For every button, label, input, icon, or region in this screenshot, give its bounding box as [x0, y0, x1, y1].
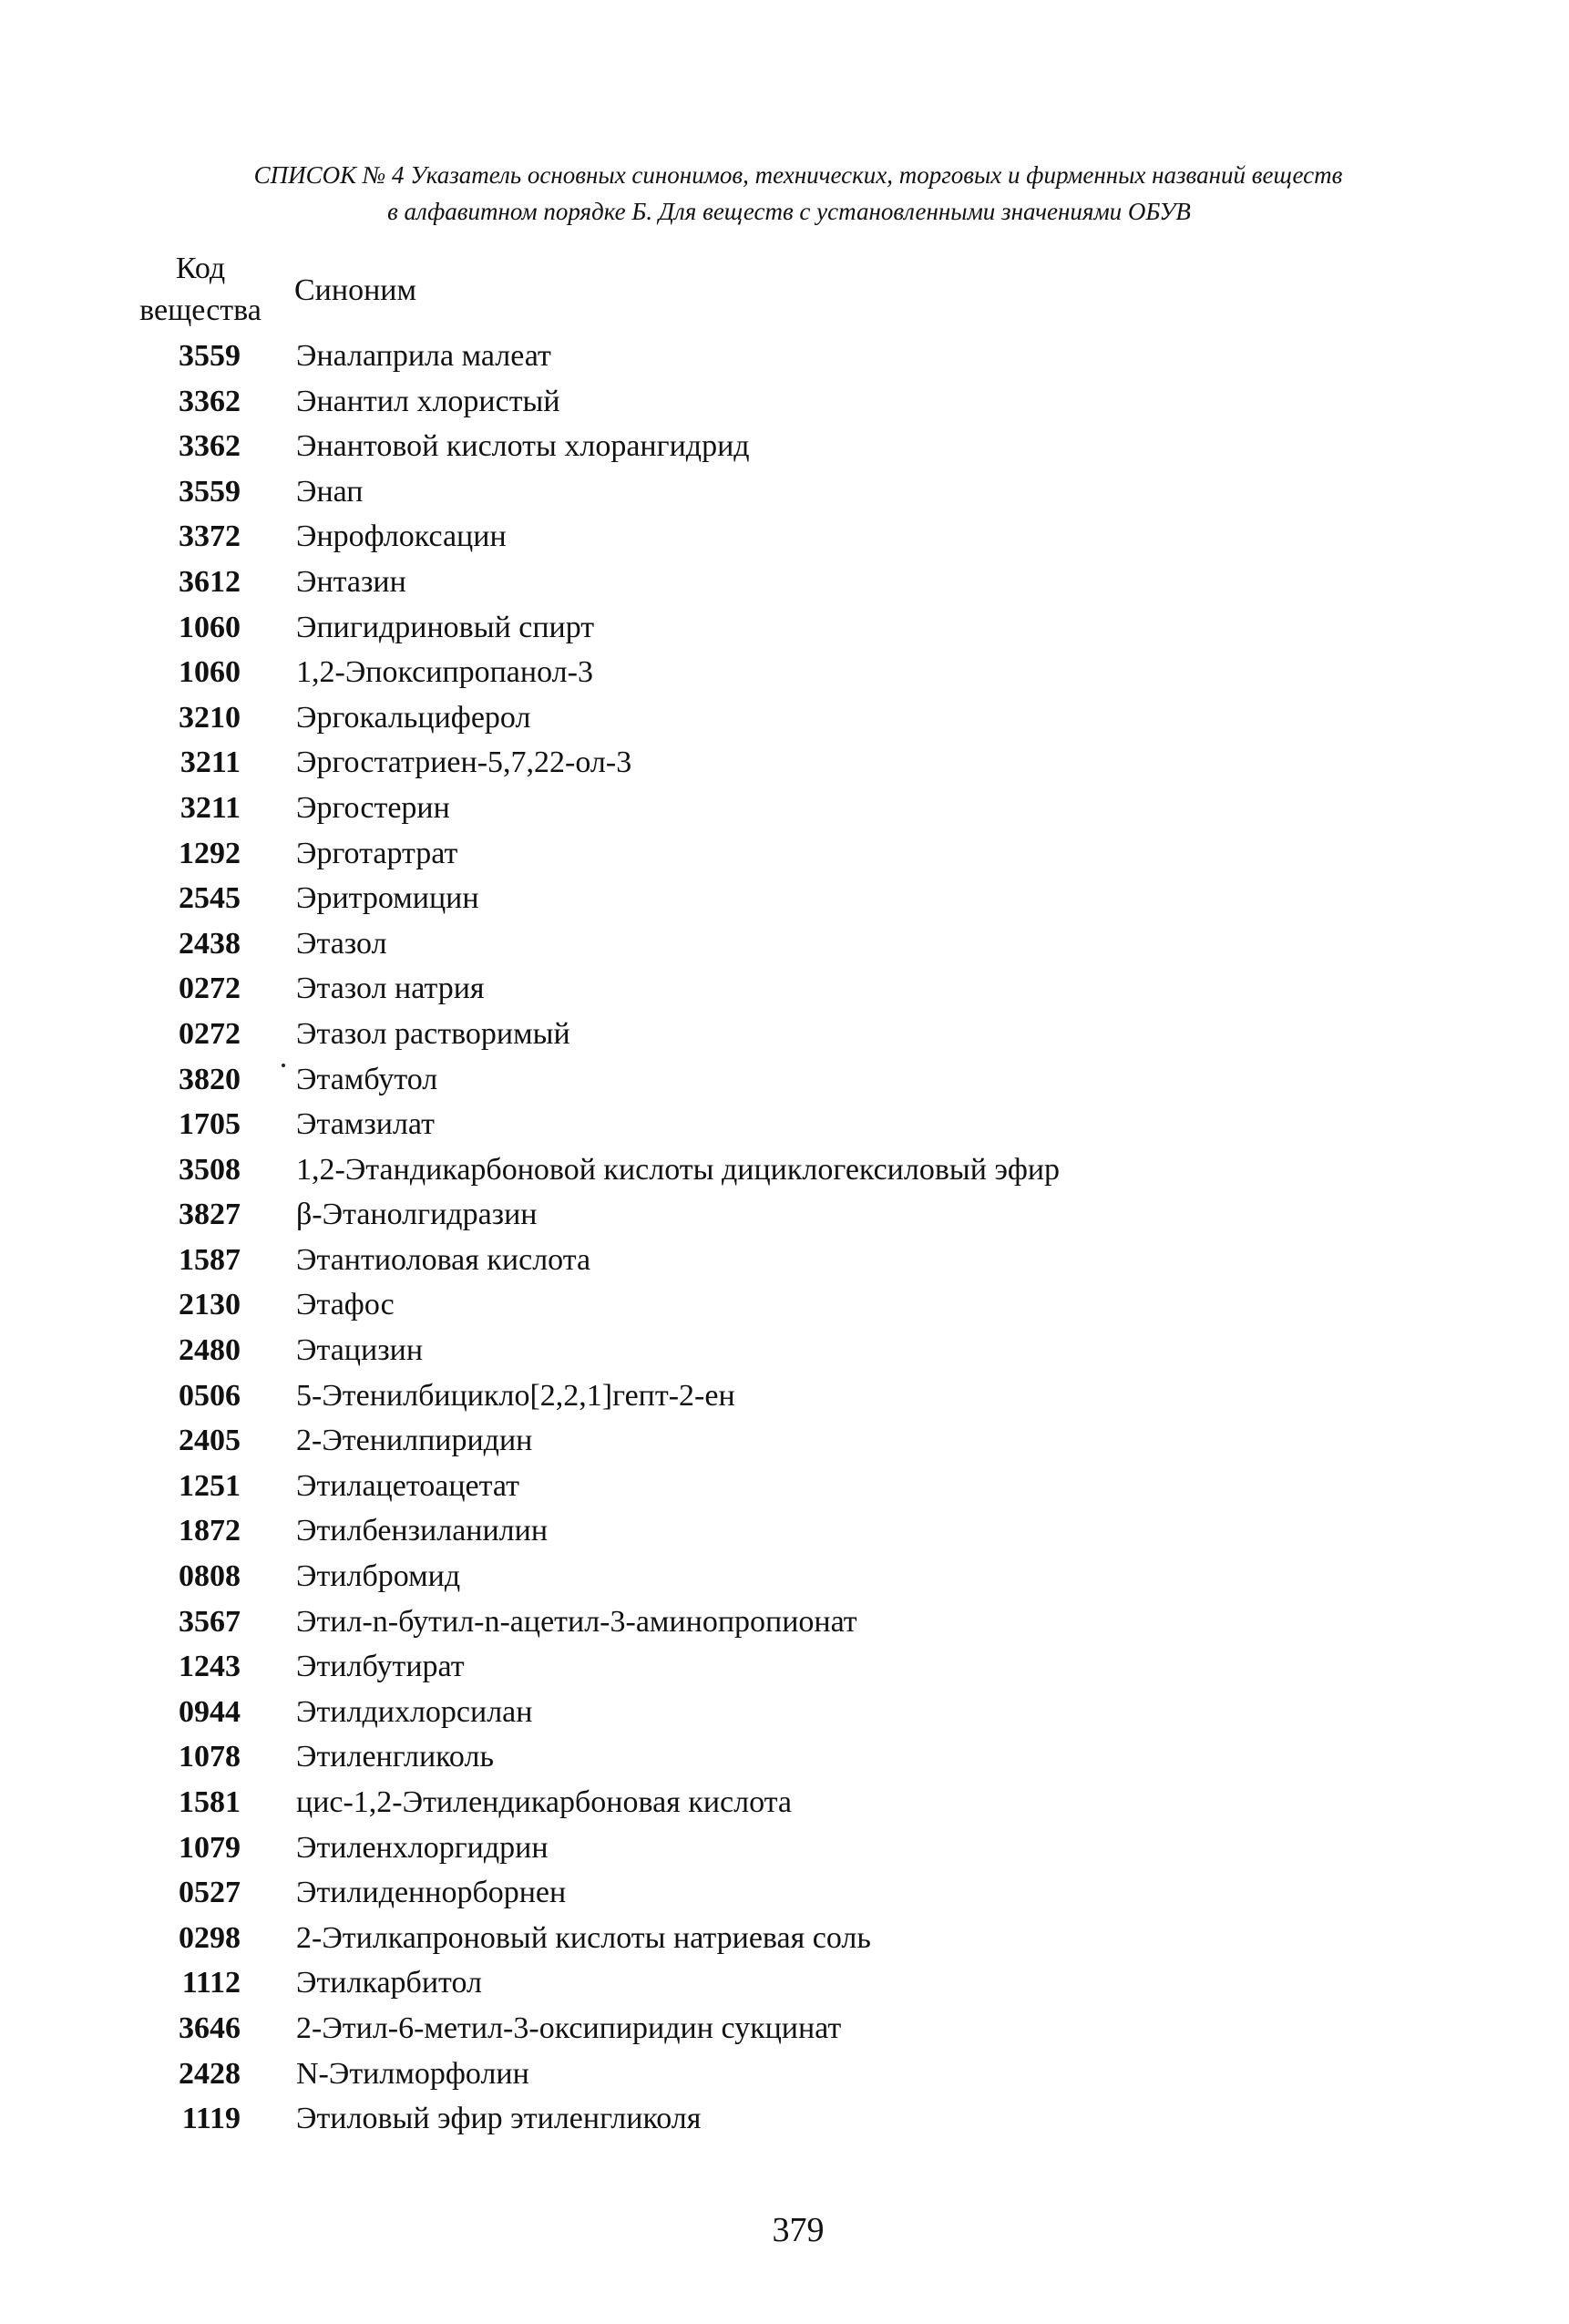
substance-code: 3210	[179, 700, 241, 735]
substance-code: 3827	[179, 1198, 241, 1232]
substance-code: 2130	[179, 1288, 241, 1322]
substance-code: 1060	[179, 610, 241, 644]
table-row	[0, 1238, 1569, 1283]
synonym-name: 1,2-Этандикарбоновой кислоты дициклогексиловый эфир	[296, 1152, 1061, 1187]
synonym-name: Этилдихлорсилан	[296, 1694, 533, 1729]
synonym-name: Этазол	[296, 926, 387, 961]
substance-code: 1243	[179, 1650, 241, 1684]
code-header-line-1: Код	[175, 252, 226, 285]
table-row	[0, 1508, 1569, 1554]
table-row	[0, 1464, 1569, 1509]
table-row	[0, 1057, 1569, 1103]
synonym-name: 2-Этил-6-метил-3-оксипиридин сукцинат	[296, 2010, 842, 2045]
table-row	[0, 1960, 1569, 2006]
table-row	[0, 1599, 1569, 1645]
table-row	[0, 1102, 1569, 1147]
synonym-name: Этиленхлоргидрин	[296, 1830, 549, 1865]
substance-code: 3508	[179, 1152, 241, 1187]
substance-code: 2545	[179, 881, 241, 916]
substance-code: 0506	[179, 1378, 241, 1413]
table-row	[0, 605, 1569, 651]
substance-code: 2405	[179, 1424, 241, 1458]
substance-code: 3820	[179, 1062, 241, 1096]
table-row	[0, 650, 1569, 695]
table-row	[0, 2096, 1569, 2142]
header-line-2: в алфавитном порядке Б. Для веществ с установленными значениями ОБУВ	[387, 198, 1191, 225]
scan-speck	[282, 1064, 285, 1067]
synonym-name: Этиловый эфир этиленгликоля	[296, 2102, 702, 2136]
substance-code: 3372	[179, 519, 241, 554]
substance-code: 1292	[179, 836, 241, 870]
synonym-name: Этилкарбитол	[296, 1966, 482, 2000]
table-row	[0, 786, 1569, 831]
substance-code: 0808	[179, 1559, 241, 1594]
substance-code: 3559	[179, 339, 241, 373]
substance-code: 0272	[179, 1016, 241, 1051]
synonym-name: Эргостерин	[296, 790, 450, 825]
substance-code: 3211	[179, 790, 241, 825]
table-row	[0, 1192, 1569, 1238]
table-row	[0, 1734, 1569, 1780]
table-row	[0, 2051, 1569, 2097]
table-row	[0, 1916, 1569, 1961]
table-row	[0, 560, 1569, 605]
table-row	[0, 1870, 1569, 1916]
substance-code: 1079	[179, 1830, 241, 1865]
table-row	[0, 1147, 1569, 1193]
synonym-table	[0, 248, 1569, 2136]
substance-code: 1119	[181, 2102, 241, 2136]
synonym-name: Этацизин	[296, 1333, 424, 1368]
synonym-name: Этафос	[296, 1288, 395, 1322]
table-row	[0, 876, 1569, 921]
substance-code: 1581	[179, 1785, 241, 1819]
synonym-name: Эрготартрат	[296, 836, 458, 870]
table-row	[0, 1328, 1569, 1373]
substance-code: 2480	[179, 1333, 241, 1368]
substance-code: 2428	[179, 2056, 241, 2091]
synonym-name: Этил-n-бутил-n-ацетил-3-аминопропионат	[296, 1604, 857, 1639]
synonym-name: Энтазин	[296, 564, 406, 599]
synonym-name: β-Этанолгидразин	[296, 1198, 538, 1232]
synonym-name: Энрофлоксацин	[296, 519, 507, 554]
substance-code: 3211	[179, 746, 241, 780]
synonym-name: Эргостатриен-5,7,22-ол-3	[296, 746, 632, 780]
synonym-name: Этилбензиланилин	[296, 1514, 549, 1548]
table-row	[0, 1418, 1569, 1464]
synonym-name: Этамзилат	[296, 1107, 435, 1142]
substance-code: 3646	[179, 2010, 241, 2045]
substance-code: 1705	[179, 1107, 241, 1142]
substance-code: 3362	[179, 429, 241, 464]
table-row	[0, 469, 1569, 515]
synonym-name: 2-Этенилпиридин	[296, 1424, 533, 1458]
table-row	[0, 1690, 1569, 1735]
table-row	[0, 424, 1569, 469]
synonym-name: Энап	[296, 474, 364, 509]
table-row	[0, 334, 1569, 379]
table-row	[0, 740, 1569, 786]
synonym-name: Этантиоловая кислота	[296, 1242, 591, 1277]
synonym-name: N-Этилморфолин	[296, 2056, 529, 2091]
substance-code: 3362	[179, 384, 241, 418]
code-column-header	[109, 248, 292, 332]
synonym-name: Эргокальциферол	[296, 700, 531, 735]
synonym-column-header: Синоним	[294, 273, 416, 307]
table-row	[0, 2006, 1569, 2051]
table-row	[0, 921, 1569, 967]
table-row	[0, 831, 1569, 877]
synonym-name: Эпигидриновый спирт	[296, 610, 595, 644]
header-line-1: СПИСОК № 4 Указатель основных синонимов, технических, торговых и фирменных названий веществ	[253, 161, 1343, 189]
table-row	[0, 695, 1569, 741]
synonym-name: 2-Этилкапроновый кислоты натриевая соль	[296, 1920, 871, 1955]
table-row	[0, 379, 1569, 425]
code-header-line-2: вещества	[139, 293, 262, 327]
synonym-name: 1,2-Эпоксипропанол-3	[296, 655, 593, 690]
substance-code: 0272	[179, 972, 241, 1006]
page-number: 379	[772, 2211, 825, 2249]
table-row	[0, 1282, 1569, 1328]
substance-code: 2438	[179, 926, 241, 961]
synonym-name: Энантил хлористый	[296, 384, 560, 418]
table-row	[0, 1644, 1569, 1690]
synonym-name: Этиленгликоль	[296, 1740, 494, 1774]
synonym-name: 5-Этенилбицикло[2,2,1]гепт-2-ен	[296, 1378, 735, 1413]
table-row	[0, 966, 1569, 1012]
substance-code: 3612	[179, 564, 241, 599]
table-rows	[0, 334, 1569, 2142]
substance-code: 0944	[179, 1694, 241, 1729]
synonym-name: Этамбутол	[296, 1062, 438, 1096]
table-row	[0, 1780, 1569, 1825]
substance-code: 3567	[179, 1604, 241, 1639]
substance-code: 0527	[179, 1876, 241, 1910]
table-row	[0, 1825, 1569, 1871]
synonym-name: Эналаприла малеат	[296, 339, 551, 373]
table-row	[0, 1373, 1569, 1419]
substance-code: 1251	[179, 1468, 241, 1503]
synonym-name: Эритромицин	[296, 881, 479, 916]
substance-code: 1060	[179, 655, 241, 690]
synonym-name: Этилацетоацетат	[296, 1468, 519, 1503]
substance-code: 1872	[179, 1514, 241, 1548]
table-row	[0, 1554, 1569, 1599]
table-row	[0, 514, 1569, 560]
synonym-name: Этилбутират	[296, 1650, 465, 1684]
table-header	[0, 248, 1569, 334]
page-header	[0, 157, 1569, 230]
substance-code: 1587	[179, 1242, 241, 1277]
substance-code: 0298	[179, 1920, 241, 1955]
table-row	[0, 1012, 1569, 1057]
synonym-name: Этилбромид	[296, 1559, 461, 1594]
substance-code: 3559	[179, 474, 241, 509]
synonym-name: Этилиденнорборнен	[296, 1876, 567, 1910]
synonym-name: Этазол натрия	[296, 972, 485, 1006]
substance-code: 1112	[181, 1966, 241, 2000]
synonym-name: цис-1,2-Этилендикарбоновая кислота	[296, 1785, 792, 1819]
synonym-name: Энантовой кислоты хлорангидрид	[296, 429, 750, 464]
synonym-name: Этазол растворимый	[296, 1016, 570, 1051]
substance-code: 1078	[179, 1740, 241, 1774]
